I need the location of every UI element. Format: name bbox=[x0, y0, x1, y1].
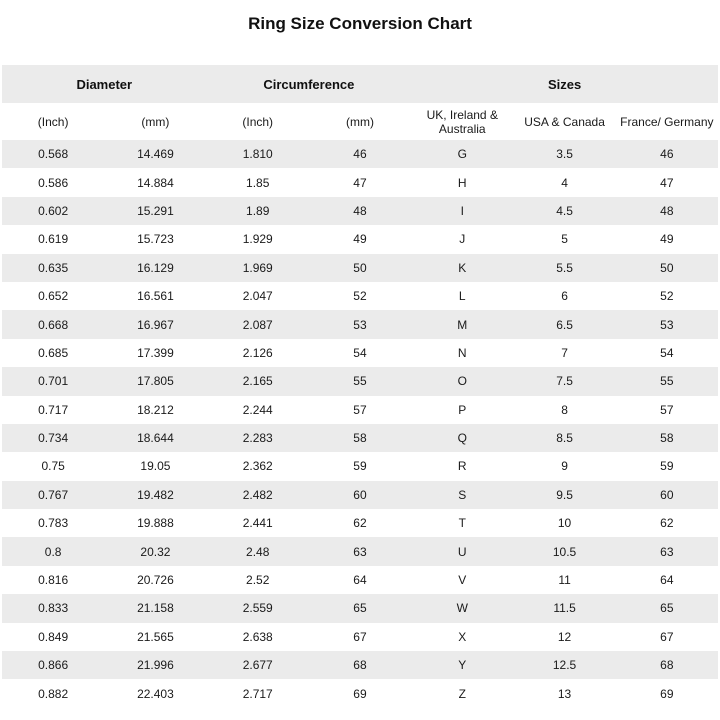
table-cell: 21.996 bbox=[137, 658, 174, 673]
table-cell: 47 bbox=[660, 175, 674, 190]
table-cell: 48 bbox=[660, 203, 674, 218]
table-cell: J bbox=[459, 232, 466, 247]
table-cell: M bbox=[457, 317, 468, 332]
table-cell: 5 bbox=[561, 232, 568, 247]
table-row bbox=[2, 168, 718, 196]
column-header-row bbox=[2, 103, 718, 140]
table-row bbox=[2, 254, 718, 282]
table-cell: 2.52 bbox=[246, 573, 270, 588]
table-cell: 69 bbox=[660, 686, 674, 701]
table-cell: K bbox=[458, 260, 467, 275]
table-cell: 54 bbox=[660, 345, 674, 360]
table-cell: 2.283 bbox=[242, 431, 273, 446]
table-row bbox=[2, 339, 718, 367]
table-cell: O bbox=[457, 374, 467, 389]
table-cell: 0.619 bbox=[38, 232, 69, 247]
table-cell: 17.805 bbox=[137, 374, 174, 389]
table-cell: 2.244 bbox=[242, 402, 273, 417]
table-cell: 22.403 bbox=[137, 686, 174, 701]
table-row bbox=[2, 623, 718, 651]
table-cell: 0.602 bbox=[38, 203, 69, 218]
table-cell: 3.5 bbox=[556, 147, 573, 162]
table-cell: 58 bbox=[660, 431, 674, 446]
table-cell: 1.929 bbox=[242, 232, 273, 247]
table-cell: 0.767 bbox=[38, 487, 69, 502]
table-cell: 58 bbox=[353, 431, 367, 446]
table-cell: 8 bbox=[561, 402, 568, 417]
table-cell: 16.561 bbox=[137, 289, 174, 304]
ring-size-conversion-table bbox=[2, 65, 718, 708]
table-cell: 14.884 bbox=[137, 175, 174, 190]
table-row bbox=[2, 566, 718, 594]
column-group-sizes: Sizes bbox=[547, 76, 582, 92]
table-cell: H bbox=[457, 175, 467, 190]
table-cell: 5.5 bbox=[556, 260, 573, 275]
table-cell: L bbox=[458, 289, 466, 304]
table-cell: Y bbox=[458, 658, 467, 673]
column-group-circumference: Circumference bbox=[263, 76, 355, 92]
table-cell: 7 bbox=[561, 345, 568, 360]
table-cell: Q bbox=[457, 431, 467, 446]
table-cell: 62 bbox=[353, 516, 367, 531]
table-cell: 0.586 bbox=[38, 175, 69, 190]
table-cell: T bbox=[458, 516, 466, 531]
table-row bbox=[2, 481, 718, 509]
table-row bbox=[2, 651, 718, 679]
table-cell: S bbox=[458, 487, 467, 502]
table-cell: 0.685 bbox=[38, 345, 69, 360]
column-group-diameter: Diameter bbox=[76, 76, 133, 92]
table-cell: 0.882 bbox=[38, 686, 69, 701]
table-cell: 63 bbox=[353, 544, 367, 559]
table-cell: 10.5 bbox=[552, 544, 577, 559]
table-row bbox=[2, 310, 718, 338]
table-row bbox=[2, 509, 718, 537]
table-cell: 65 bbox=[353, 601, 367, 616]
table-cell: 48 bbox=[353, 203, 367, 218]
table-cell: 0.75 bbox=[41, 459, 65, 474]
table-row bbox=[2, 537, 718, 565]
table-cell: G bbox=[457, 147, 467, 162]
table-cell: 53 bbox=[353, 317, 367, 332]
table-cell: 15.291 bbox=[137, 203, 174, 218]
table-cell: 0.734 bbox=[38, 431, 69, 446]
table-row bbox=[2, 225, 718, 253]
table-cell: 49 bbox=[660, 232, 674, 247]
column-header-circumference-inch: (Inch) bbox=[242, 114, 274, 129]
table-row bbox=[2, 197, 718, 225]
table-cell: 18.212 bbox=[137, 402, 174, 417]
table-cell: 0.783 bbox=[38, 516, 69, 531]
table-cell: 9.5 bbox=[556, 487, 573, 502]
table-cell: 2.717 bbox=[242, 686, 273, 701]
table-cell: 50 bbox=[353, 260, 367, 275]
table-cell: 17.399 bbox=[137, 345, 174, 360]
table-cell: 12 bbox=[557, 629, 572, 644]
table-cell: 4.5 bbox=[556, 203, 573, 218]
table-row bbox=[2, 679, 718, 707]
column-header-uk-ireland-australia: UK, Ireland & Australia bbox=[426, 107, 498, 136]
table-cell: 59 bbox=[660, 459, 674, 474]
table-cell: 59 bbox=[353, 459, 367, 474]
table-cell: 15.723 bbox=[137, 232, 174, 247]
table-cell: V bbox=[458, 573, 467, 588]
table-cell: 21.158 bbox=[137, 601, 174, 616]
table-cell: 2.48 bbox=[246, 544, 270, 559]
table-cell: R bbox=[457, 459, 467, 474]
table-cell: 13 bbox=[557, 686, 572, 701]
table-cell: 10 bbox=[557, 516, 572, 531]
table-cell: W bbox=[456, 601, 468, 616]
table-cell: 2.441 bbox=[242, 516, 273, 531]
table-cell: 11 bbox=[558, 573, 571, 588]
table-cell: 65 bbox=[660, 601, 674, 616]
table-cell: U bbox=[457, 544, 467, 559]
table-cell: 67 bbox=[660, 629, 674, 644]
table-cell: 50 bbox=[660, 260, 674, 275]
column-header-circumference-mm: (mm) bbox=[345, 114, 374, 129]
table-cell: 47 bbox=[353, 175, 367, 190]
table-cell: 4 bbox=[561, 175, 568, 190]
table-cell: 49 bbox=[353, 232, 367, 247]
table-header bbox=[2, 65, 718, 140]
table-cell: 14.469 bbox=[137, 147, 174, 162]
table-cell: 19.05 bbox=[140, 459, 171, 474]
column-header-diameter-inch: (Inch) bbox=[37, 114, 69, 129]
table-cell: 0.668 bbox=[38, 317, 69, 332]
table-cell: 1.810 bbox=[242, 147, 273, 162]
table-cell: 2.362 bbox=[242, 459, 273, 474]
table-row bbox=[2, 594, 718, 622]
table-cell: 6.5 bbox=[556, 317, 573, 332]
table-cell: 62 bbox=[660, 516, 674, 531]
table-cell: 57 bbox=[353, 402, 367, 417]
table-cell: 63 bbox=[660, 544, 674, 559]
table-cell: 11.5 bbox=[553, 601, 576, 616]
column-header-usa-canada: USA & Canada bbox=[524, 114, 605, 129]
table-cell: I bbox=[460, 203, 464, 218]
table-cell: 19.482 bbox=[137, 487, 174, 502]
table-cell: X bbox=[458, 629, 467, 644]
table-cell: 7.5 bbox=[556, 374, 573, 389]
table-cell: 67 bbox=[353, 629, 367, 644]
table-cell: 9 bbox=[561, 459, 568, 474]
column-group-row bbox=[2, 65, 718, 103]
table-cell: N bbox=[457, 345, 467, 360]
table-cell: 0.8 bbox=[44, 544, 62, 559]
table-cell: 0.717 bbox=[38, 402, 69, 417]
table-cell: 60 bbox=[660, 487, 674, 502]
table-cell: 46 bbox=[353, 147, 367, 162]
table-cell: 54 bbox=[353, 345, 367, 360]
table-cell: 0.849 bbox=[38, 629, 69, 644]
table-cell: 1.85 bbox=[246, 175, 270, 190]
table-cell: 57 bbox=[660, 402, 674, 417]
table-cell: 16.129 bbox=[137, 260, 174, 275]
table-cell: 0.701 bbox=[38, 374, 69, 389]
table-cell: 52 bbox=[353, 289, 367, 304]
table-cell: 2.559 bbox=[242, 601, 273, 616]
table-row bbox=[2, 140, 718, 168]
table-cell: 21.565 bbox=[137, 629, 174, 644]
table-cell: 0.635 bbox=[38, 260, 69, 275]
table-cell: 2.677 bbox=[242, 658, 273, 673]
table-row bbox=[2, 452, 718, 480]
table-cell: 20.32 bbox=[140, 544, 171, 559]
table-cell: 52 bbox=[660, 289, 674, 304]
table-cell: 16.967 bbox=[137, 317, 174, 332]
table-cell: 69 bbox=[353, 686, 367, 701]
table-cell: 2.087 bbox=[242, 317, 273, 332]
table-cell: 55 bbox=[660, 374, 674, 389]
table-cell: 19.888 bbox=[137, 516, 174, 531]
table-cell: 1.89 bbox=[246, 203, 270, 218]
table-cell: 0.866 bbox=[38, 658, 69, 673]
table-cell: 20.726 bbox=[137, 573, 174, 588]
table-cell: 6 bbox=[561, 289, 568, 304]
table-cell: 68 bbox=[353, 658, 367, 673]
table-cell: 1.969 bbox=[242, 260, 273, 275]
table-cell: 0.833 bbox=[38, 601, 69, 616]
table-cell: 0.652 bbox=[38, 289, 69, 304]
table-cell: 55 bbox=[353, 374, 367, 389]
table-body bbox=[2, 140, 718, 708]
table-cell: 64 bbox=[660, 573, 674, 588]
table-cell: 2.047 bbox=[242, 289, 273, 304]
table-row bbox=[2, 282, 718, 310]
table-cell: 12.5 bbox=[552, 658, 577, 673]
column-header-france-germany: France/ Germany bbox=[620, 114, 714, 129]
column-header-diameter-mm: (mm) bbox=[141, 114, 170, 129]
table-cell: 0.816 bbox=[38, 573, 69, 588]
table-cell: 46 bbox=[660, 147, 674, 162]
table-cell: 64 bbox=[353, 573, 367, 588]
table-cell: 68 bbox=[660, 658, 674, 673]
table-cell: 2.165 bbox=[242, 374, 273, 389]
table-cell: 18.644 bbox=[137, 431, 174, 446]
table-cell: 60 bbox=[353, 487, 367, 502]
table-cell: 2.482 bbox=[242, 487, 273, 502]
table-cell: 53 bbox=[660, 317, 674, 332]
table-row bbox=[2, 367, 718, 395]
table-row bbox=[2, 424, 718, 452]
page-title: Ring Size Conversion Chart bbox=[248, 14, 472, 33]
table-cell: 2.638 bbox=[242, 629, 273, 644]
table-cell: Z bbox=[458, 686, 466, 701]
table-cell: 2.126 bbox=[242, 345, 273, 360]
table-row bbox=[2, 396, 718, 424]
table-cell: 0.568 bbox=[38, 147, 69, 162]
table-cell: P bbox=[458, 402, 467, 417]
table-cell: 8.5 bbox=[556, 431, 573, 446]
